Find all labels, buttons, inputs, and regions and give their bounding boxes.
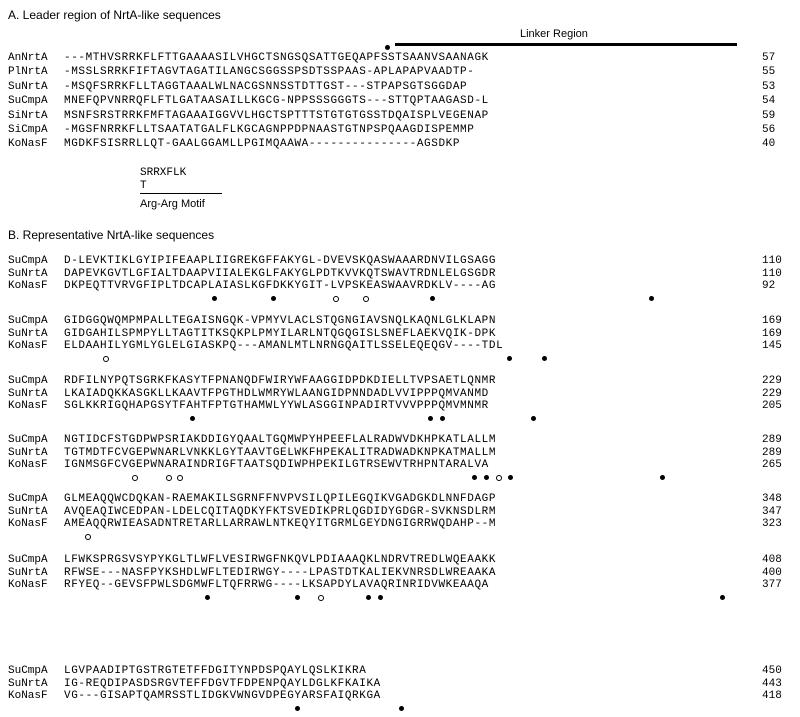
sequence-row — [0, 268, 800, 280]
residue-count: 443 — [762, 677, 782, 690]
conserved-dot — [428, 416, 433, 421]
sequence-residues: D-LEVKTIKLGYIPIFEAAPLIIGREKGFFAKYGL-DVEVSKQASWAAARDNVILGSAGG — [64, 255, 497, 267]
sequence-row — [0, 678, 800, 690]
sequence-row — [0, 388, 800, 400]
sequence-name: SuNrtA — [8, 566, 48, 579]
sequence-name: KoNasF — [8, 690, 48, 703]
sequence-name: SuNrtA — [8, 80, 48, 93]
section-b-title: B. Representative NrtA-like sequences — [8, 228, 215, 242]
sequence-residues: -MGSFNRRKFLLTSAATATGALFLKGCAGNPPDPNAASTGTNPSPQAAGDISPEMMP — [64, 124, 475, 136]
sequence-row — [0, 138, 800, 150]
section-a-title: A. Leader region of NrtA-like sequences — [8, 8, 221, 22]
sequence-row — [0, 328, 800, 340]
residue-count: 265 — [762, 459, 782, 472]
sequence-residues: ---MTHVSRRKFLFTTGAAAASILVHGCTSNGSQSATTGEQAPFSSTSAANVSAANAGK — [64, 52, 489, 64]
sequence-row — [0, 315, 800, 327]
sequence-name: KoNasF — [8, 280, 48, 293]
residue-count: 229 — [762, 375, 782, 387]
sequence-residues: TGTMDTFCVGEPWNARLVNKKLGYTAAVTGELWKFHPEKALITRADWADKNPKATMALLM — [64, 446, 497, 459]
sequence-residues: RFWSE---NASFPYKSHDLWFLTEDIRWGY----LPASTDTKALIEKVNRSDLWREAAKA — [64, 566, 497, 579]
sequence-name: SuNrtA — [8, 446, 48, 459]
sequence-row — [0, 665, 800, 677]
sequence-name: SuNrtA — [8, 677, 48, 690]
sequence-residues: -MSSLSRRKFIFTAGVTAGATILANGCSGGSSPSDTSSPAAS-APLAPAPVAADTP- — [64, 66, 475, 79]
sequence-name: KoNasF — [8, 138, 48, 151]
residue-count: 348 — [762, 493, 782, 505]
residue-count: 377 — [762, 579, 782, 592]
residue-count: 408 — [762, 554, 782, 566]
sequence-name: KoNasF — [8, 400, 48, 413]
sequence-name: SiCmpA — [8, 124, 48, 136]
sequence-name: SuNrtA — [8, 327, 48, 340]
residue-count: 145 — [762, 340, 782, 353]
similar-ring — [85, 534, 91, 540]
residue-count: 229 — [762, 387, 782, 400]
conserved-dot — [378, 595, 383, 600]
sequence-residues: DAPEVKGVTLGFIALTDAAPVIIALEKGLFAKYGLPDTKVVKQTSWAVTRDNLELGSGDR — [64, 267, 497, 280]
conserved-dot — [660, 475, 665, 480]
sequence-name: SuCmpA — [8, 434, 48, 446]
sequence-row — [0, 459, 800, 471]
sequence-residues: LKAIADQKKASGKLLKAAVTFPGTHDLWMRYWLAANGIDPNNDADLVVIPPPQMVANMD — [64, 387, 489, 400]
sequence-name: KoNasF — [8, 459, 48, 472]
sequence-residues: LGVPAADIPTGSTRGTETFFDGITYNPDSPQAYLQSLKIKRA — [64, 665, 367, 677]
sequence-row — [0, 434, 800, 446]
residue-count: 205 — [762, 400, 782, 413]
sequence-name: SuCmpA — [8, 315, 48, 327]
residue-count: 53 — [762, 80, 776, 93]
sequence-name: SuNrtA — [8, 387, 48, 400]
conserved-dot — [430, 296, 435, 301]
motif-label: Arg-Arg Motif — [140, 198, 205, 210]
sequence-residues: AMEAQQRWIEASADNTRETARLLARRAWLNTKEQYITGRMLGEYDNGIGRRWQDAHP--M — [64, 518, 497, 531]
sequence-row — [0, 52, 800, 64]
conserved-dot — [295, 706, 300, 711]
conserved-dot — [649, 296, 654, 301]
conserved-dot — [508, 475, 513, 480]
sequence-residues: IGNMSGFCVGEPWNARAINDRIGFTAATSQDIWPHPEKILGTRSEWVTRHPNTARALVA — [64, 459, 489, 472]
sequence-name: SuCmpA — [8, 95, 48, 108]
sequence-row — [0, 493, 800, 505]
conserved-dot — [212, 296, 217, 301]
residue-count: 347 — [762, 505, 782, 518]
sequence-residues: -MSQFSRRKFLLTAGGTAAALWLNACGSNNSSTDTTGST---STPAPSGTSGGDAP — [64, 80, 468, 93]
conserved-dot — [531, 416, 536, 421]
sequence-row — [0, 579, 800, 591]
sequence-residues: IG-REQDIPASDSRGVTEFFDGVTFDPENPQAYLDGLKFKAIKA — [64, 677, 381, 690]
residue-count: 110 — [762, 255, 782, 267]
sequence-row — [0, 124, 800, 136]
sequence-name: SuNrtA — [8, 267, 48, 280]
sequence-row — [0, 280, 800, 292]
similar-ring — [103, 356, 109, 362]
sequence-residues: SGLKKRIGQHAPGSYTFAHTFPTGTHAMWLYYWLASGGINPADIRTVVVPPPQMVMNMR — [64, 400, 489, 413]
sequence-residues: NGTIDCFSTGDPWPSRIAKDDIGYQAALTGQMWPYHPEEFLALRADWVDKHPKATLALLM — [64, 434, 497, 446]
conserved-dot — [542, 356, 547, 361]
conserved-dot — [440, 416, 445, 421]
sequence-row — [0, 567, 800, 579]
sequence-row — [0, 518, 800, 530]
conserved-dot — [720, 595, 725, 600]
conserved-dot — [399, 706, 404, 711]
residue-count: 289 — [762, 434, 782, 446]
sequence-name: SuNrtA — [8, 505, 48, 518]
conserved-dot — [507, 356, 512, 361]
sequence-row — [0, 375, 800, 387]
sequence-name: KoNasF — [8, 579, 48, 592]
linker-region-label: Linker Region — [520, 28, 588, 40]
residue-count: 40 — [762, 138, 776, 151]
conserved-dot — [484, 475, 489, 480]
sequence-name: SuCmpA — [8, 493, 48, 505]
linker-region-bar — [395, 43, 737, 46]
sequence-row — [0, 447, 800, 459]
conserved-dot — [295, 595, 300, 600]
similar-ring — [333, 296, 339, 302]
sequence-name: PlNrtA — [8, 66, 48, 79]
motif-underline — [140, 193, 222, 194]
residue-count: 57 — [762, 52, 776, 64]
similar-ring — [132, 475, 138, 481]
sequence-row — [0, 400, 800, 412]
residue-count: 289 — [762, 446, 782, 459]
conserved-dot — [385, 45, 390, 50]
similar-ring — [177, 475, 183, 481]
sequence-name: KoNasF — [8, 518, 48, 531]
sequence-name: SuCmpA — [8, 665, 48, 677]
residue-count: 450 — [762, 665, 782, 677]
sequence-residues: MGDKFSISRRLLQT-GAALGGAMLLPGIMQAAWA---------------AGSDKP — [64, 138, 461, 151]
sequence-row — [0, 554, 800, 566]
conserved-dot — [472, 475, 477, 480]
residue-count: 169 — [762, 315, 782, 327]
sequence-name: SuCmpA — [8, 375, 48, 387]
sequence-residues: AVQEAQIWCEDPAN-LDELCQITAQDKYFKTSVEDIKPRLQGDIDYGDGR-SVKNSDLRM — [64, 505, 497, 518]
sequence-residues: LFWKSPRGSVSYPYKGLTLWFLVESIRWGFNKQVLPDIAAAQKLNDRVTREDLWQEAAKK — [64, 554, 497, 566]
similar-ring — [318, 595, 324, 601]
sequence-residues: VG---GISAPTQAMRSSTLIDGKVWNGVDPEGYARSFAIQRKGA — [64, 690, 381, 703]
sequence-row — [0, 110, 800, 122]
sequence-residues: ELDAAHILYGMLYGLELGIASKPQ---AMANLMTLNRNGQAITLSSELEQEQGV----TDL — [64, 340, 504, 353]
sequence-residues: GIDGGQWQMPMPALLTEGAISNGQK-VPMYVLACLSTQGNGIAVSNQLKAQNLGLKLAPN — [64, 315, 497, 327]
residue-count: 418 — [762, 690, 782, 703]
similar-ring — [363, 296, 369, 302]
sequence-row — [0, 66, 800, 78]
sequence-name: SuCmpA — [8, 255, 48, 267]
sequence-residues: DKPEQTTVRVGFIPLTDCAPLAIASLKGFDKKYGIT-LVPSKEASWAAVRDKLV----AG — [64, 280, 497, 293]
sequence-row — [0, 506, 800, 518]
conserved-dot — [205, 595, 210, 600]
sequence-row — [0, 340, 800, 352]
residue-count: 59 — [762, 109, 776, 122]
sequence-residues: GIDGAHILSPMPYLLTAGTITKSQKPLPMYILARLNTQGQGISLSNEFLAEKVQIK-DPK — [64, 327, 497, 340]
sequence-row — [0, 255, 800, 267]
sequence-residues: GLMEAQQWCDQKAN-RAEMAKILSGRNFFNVPVSILQPILEGQIKVGADGKDLNNFDAGP — [64, 493, 497, 505]
sequence-residues: RFYEQ--GEVSFPWLSDGMWFLTQFRRWG----LKSAPDYLAVAQRINRIDVWKEAAQA — [64, 579, 489, 592]
sequence-name: AnNrtA — [8, 52, 48, 64]
sequence-row — [0, 95, 800, 107]
residue-count: 92 — [762, 280, 776, 293]
conserved-dot — [190, 416, 195, 421]
sequence-residues: MSNFSRSTRRKFMFTAGAAAIGGVVLHGCTSPTTTSTGTGTGSSTDQAISPLVEGENAP — [64, 109, 489, 122]
sequence-residues: RDFILNYPQTSGRKFKASYTFPNANQDFWIRYWFAAGGIDPDKDIELLTVPSAETLQNMR — [64, 375, 497, 387]
residue-count: 110 — [762, 267, 782, 280]
sequence-name: KoNasF — [8, 340, 48, 353]
conserved-dot — [271, 296, 276, 301]
residue-count: 54 — [762, 95, 776, 108]
sequence-name: SuCmpA — [8, 554, 48, 566]
similar-ring — [166, 475, 172, 481]
motif-pattern: SRRXFLK — [140, 167, 187, 179]
sequence-row — [0, 81, 800, 93]
residue-count: 56 — [762, 124, 776, 136]
motif-variant: T — [140, 180, 147, 192]
residue-count: 323 — [762, 518, 782, 531]
residue-count: 169 — [762, 327, 782, 340]
residue-count: 55 — [762, 66, 776, 79]
sequence-row — [0, 690, 800, 702]
residue-count: 400 — [762, 566, 782, 579]
sequence-residues: MNEFQPVNRRQFLFTLGATAASAILLKGCG-NPPSSSGGGTS---STTQPTAAGASD-L — [64, 95, 489, 108]
sequence-name: SiNrtA — [8, 109, 48, 122]
similar-ring — [496, 475, 502, 481]
conserved-dot — [366, 595, 371, 600]
